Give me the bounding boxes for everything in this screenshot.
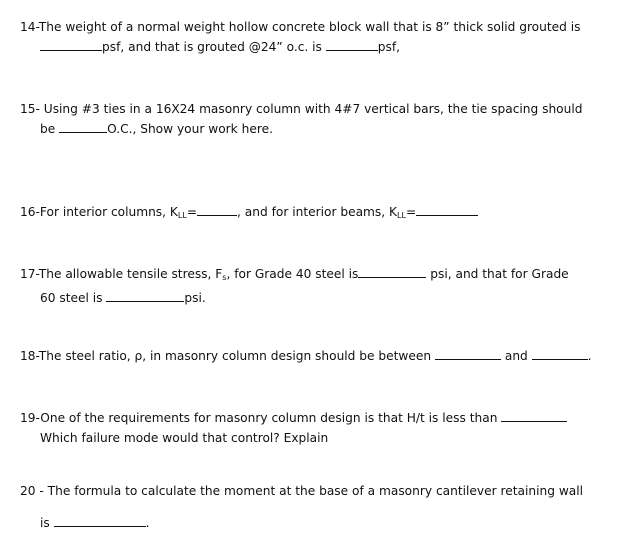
question-15-text-start: be: [40, 122, 56, 136]
question-17-text-start: 17-The allowable tensile stress, F: [20, 267, 223, 281]
question-17-line-1: [20, 264, 616, 288]
question-14: [20, 17, 616, 57]
question-16-text-start: 16-For interior columns, K: [20, 205, 178, 219]
question-20-text-end: .: [145, 516, 150, 530]
question-19: [20, 408, 616, 448]
question-17-subscript: s: [222, 273, 227, 282]
answer-blank-16b[interactable]: [416, 203, 478, 216]
question-18-text-start: 18-The steel ratio, ρ, in masonry column design should be between: [20, 349, 432, 363]
question-14-line-1: 14-The weight of a normal weight hollow concrete block wall that is 8” thick solid grouted is: [20, 20, 581, 34]
answer-blank-16a[interactable]: [197, 203, 237, 216]
answer-blank-19[interactable]: [501, 409, 567, 422]
question-15: [20, 99, 616, 139]
question-16: [20, 202, 616, 226]
answer-blank-17a[interactable]: [358, 265, 426, 278]
question-16-text-mid: , and for interior beams, K: [237, 205, 398, 219]
question-16-text-eq-2: =: [405, 205, 417, 219]
question-19-text: 19-One of the requirements for masonry column design is that H/t is less than: [20, 411, 498, 425]
question-15-line-2: [20, 119, 616, 139]
question-20: [20, 481, 616, 533]
question-20-text-start: is: [40, 516, 50, 530]
question-19-line-2: Which failure mode would that control? Explain: [40, 431, 329, 445]
question-14-text-mid: psf, and that is grouted @24” o.c. is: [102, 40, 322, 54]
answer-blank-14b[interactable]: [326, 38, 378, 51]
question-18-text-end: .: [587, 349, 592, 363]
answer-blank-14a[interactable]: [40, 38, 102, 51]
question-15-line-1: 15- Using #3 ties in a 16X24 masonry column with 4#7 vertical bars, the tie spacing should: [20, 102, 583, 116]
question-15-text-end: O.C., Show your work here.: [107, 122, 273, 136]
question-17-text-mid: , for Grade 40 steel is: [226, 267, 359, 281]
question-17: [20, 264, 616, 308]
question-17-line-2: [20, 288, 616, 308]
question-18: [20, 346, 616, 366]
question-18-line-1: [20, 346, 616, 366]
answer-blank-18a[interactable]: [435, 347, 501, 360]
question-17-text-line2-start: 60 steel is: [40, 291, 103, 305]
answer-blank-15[interactable]: [59, 120, 107, 133]
question-17-text-end: psi, and that for Grade: [426, 267, 569, 281]
question-14-line-2: [20, 37, 616, 57]
question-17-text-line2-end: psi.: [184, 291, 206, 305]
answer-blank-18b[interactable]: [532, 347, 588, 360]
question-16-subscript-1: LL: [177, 211, 187, 220]
question-20-line-2: [20, 513, 616, 533]
question-20-line-1: 20 - The formula to calculate the moment at the base of a masonry cantilever retaining wall: [20, 484, 584, 498]
answer-blank-17b[interactable]: [106, 289, 184, 302]
question-16-line-1: [20, 202, 616, 226]
question-18-text-mid: and: [500, 349, 528, 363]
question-19-line-1: [20, 408, 616, 428]
answer-blank-20[interactable]: [54, 514, 146, 527]
question-14-text-end: psf,: [377, 40, 401, 54]
question-16-text-eq-1: =: [186, 205, 198, 219]
question-16-subscript-2: LL: [397, 211, 406, 220]
